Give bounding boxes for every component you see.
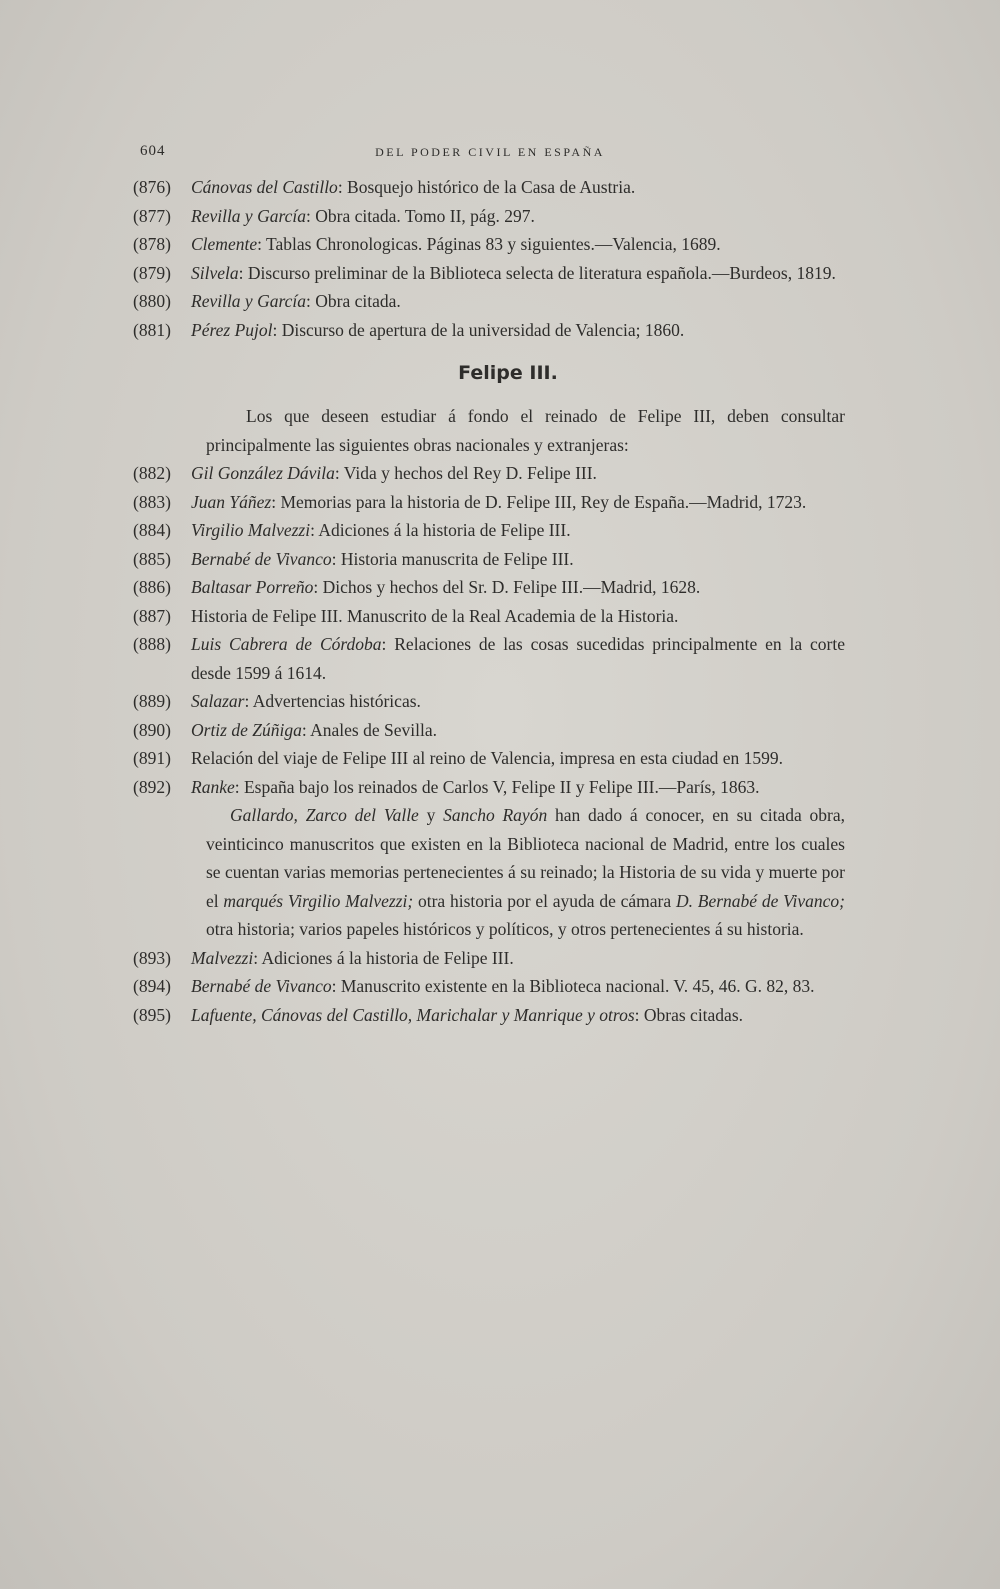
footnote-text	[191, 516, 845, 545]
footnote-reference: : Manuscrito existente en la Biblioteca nacional. V. 45, 46. G. 82, 83.	[331, 976, 815, 996]
footnote-number: (883)	[133, 491, 171, 512]
footnote-entry	[133, 1001, 845, 1030]
footnote-author: Luis Cabrera de Córdoba	[191, 634, 382, 654]
footnote-list-a	[133, 173, 845, 344]
footnote-number: (886)	[133, 577, 171, 597]
footnote-number: (887)	[133, 605, 171, 626]
footnote-reference: : Discurso de apertura de la universidad de Valencia; 1860.	[272, 319, 685, 340]
footnote-reference: : Obra citada. Tomo II, pág. 297.	[306, 205, 535, 226]
footnote-number: (881)	[133, 319, 171, 340]
page-header	[140, 143, 840, 165]
note-text: han dado á conocer, en su citada obra, veinticinco manuscritos que existen en la Biblioteca nacional de Madrid, entre los cuales se cuentan varias memorias pertenecientes á su reinado; la Historia de su vida y muerte por el	[206, 805, 845, 911]
footnote-reference: : Adiciones á la historia de Felipe III.	[310, 520, 571, 540]
footnote-reference: : Tablas Chronologicas. Páginas 83 y siguientes.—Valencia, 1689.	[257, 234, 721, 254]
running-title: DEL PODER CIVIL EN ESPAÑA	[375, 145, 605, 159]
section-intro: Los que deseen estudiar á fondo el reinado de Felipe III, deben consultar principalmente las siguientes obras nacionales y extranjeras:	[206, 406, 845, 455]
section-title: Felipe III.	[458, 362, 558, 384]
footnote-text	[191, 230, 845, 259]
footnote-number: (882)	[133, 463, 171, 483]
footnote-reference: : Relaciones de las cosas sucedidas principalmente en la corte desde 1599 á 1614.	[191, 634, 845, 683]
footnote-number: (890)	[133, 719, 171, 740]
footnote-text	[191, 488, 845, 517]
footnote-entry	[133, 488, 845, 517]
footnote-reference: : Adiciones á la historia de Felipe III.	[253, 947, 514, 968]
footnote-reference: Historia de Felipe III. Manuscrito de la Real Academia de la Historia.	[191, 605, 679, 626]
footnote-author: Lafuente, Cánovas del Castillo, Marichalar y Manrique y otros	[191, 1004, 635, 1025]
footnote-list-c	[133, 944, 845, 1030]
footnote-entry	[133, 230, 845, 259]
footnote-author: Bernabé de Vivanco	[191, 548, 332, 569]
footnote-list-b	[133, 459, 845, 801]
footnote-text	[191, 630, 845, 687]
footnote-author: Pérez Pujol	[191, 319, 273, 340]
footnote-text	[191, 944, 845, 973]
footnote-text	[191, 773, 845, 802]
footnote-number: (877)	[133, 205, 171, 226]
footnote-entry	[133, 202, 845, 231]
footnote-author: Clemente	[191, 234, 258, 254]
footnote-entry	[133, 316, 845, 345]
footnote-author: Revilla y García	[191, 205, 307, 226]
footnote-reference: : Advertencias históricas.	[244, 691, 421, 711]
footnote-text	[191, 259, 845, 288]
footnote-reference: : Dichos y hechos del Sr. D. Felipe III.—Madrid, 1628.	[313, 577, 701, 597]
footnote-author: Revilla y García	[191, 291, 307, 311]
footnote-author: Gil González Dávila	[191, 463, 335, 483]
footnote-author: Salazar	[191, 691, 245, 711]
footnote-reference: : Discurso preliminar de la Biblioteca selecta de literatura española.—Burdeos, 1819.	[238, 262, 836, 283]
footnote-text	[191, 545, 845, 574]
footnote-number: (884)	[133, 520, 171, 540]
footnote-number: (893)	[133, 947, 171, 968]
footnote-entry	[133, 545, 845, 574]
footnote-reference: : Bosquejo histórico de la Casa de Austria.	[337, 177, 636, 197]
footnote-entry	[133, 287, 845, 316]
footnote-reference: : Obras citadas.	[634, 1004, 744, 1025]
footnote-author: Ortiz de Zúñiga	[191, 719, 302, 740]
footnote-number: (892)	[133, 776, 171, 797]
footnote-number: (894)	[133, 976, 171, 996]
footnote-author: Juan Yáñez	[191, 491, 272, 512]
footnote-text	[191, 602, 845, 631]
footnote-text	[191, 972, 845, 1001]
footnote-entry	[133, 602, 845, 631]
footnote-entry	[133, 259, 845, 288]
footnote-entry	[133, 630, 845, 687]
footnote-entry	[133, 744, 845, 773]
footnote-entry	[133, 716, 845, 745]
footnote-reference: : Vida y hechos del Rey D. Felipe III.	[334, 463, 597, 483]
footnote-author: Malvezzi	[191, 947, 254, 968]
footnote-number: (885)	[133, 548, 171, 569]
note-author: Sancho Rayón	[443, 805, 548, 825]
footnote-reference: : Anales de Sevilla.	[301, 719, 437, 740]
footnote-entry	[133, 687, 845, 716]
footnote-reference: : Memorias para la historia de D. Felipe III, Rey de España.—Madrid, 1723.	[271, 491, 807, 512]
page-body	[133, 173, 845, 1029]
footnote-text	[191, 744, 845, 773]
footnote-number: (891)	[133, 748, 171, 768]
footnote-reference: Relación del viaje de Felipe III al reino de Valencia, impresa en esta ciudad en 1599.	[191, 748, 784, 768]
note-author: marqués Virgilio Malvezzi;	[223, 890, 414, 911]
footnote-number: (888)	[133, 634, 171, 654]
footnote-entry	[133, 173, 845, 202]
note-text: y	[418, 805, 444, 825]
footnote-author: Virgilio Malvezzi	[191, 520, 311, 540]
footnote-entry	[133, 944, 845, 973]
note-paragraph	[206, 801, 845, 944]
footnote-text	[191, 716, 845, 745]
footnote-author: Silvela	[191, 262, 239, 283]
footnote-number: (880)	[133, 291, 171, 311]
footnote-author: Baltasar Porreño	[191, 577, 314, 597]
footnote-number: (878)	[133, 234, 171, 254]
footnote-entry	[133, 972, 845, 1001]
page-number: 604	[140, 143, 166, 159]
footnote-entry	[133, 773, 845, 802]
footnote-text	[191, 687, 845, 716]
footnote-text	[191, 173, 845, 202]
footnote-number: (889)	[133, 691, 171, 711]
footnote-text	[191, 1001, 845, 1030]
note-text: otra historia; varios papeles históricos y políticos, y otros pertenecientes á su historia.	[206, 919, 804, 939]
footnote-entry	[133, 459, 845, 488]
note-author: D. Bernabé de Vivanco;	[675, 890, 845, 911]
footnote-text	[191, 316, 845, 345]
footnote-author: Bernabé de Vivanco	[191, 976, 332, 996]
footnote-number: (895)	[133, 1004, 171, 1025]
footnote-reference: : Historia manuscrita de Felipe III.	[331, 548, 574, 569]
footnote-reference: : Obra citada.	[306, 291, 401, 311]
footnote-text	[191, 573, 845, 602]
footnote-number: (876)	[133, 177, 171, 197]
note-author: Gallardo, Zarco del Valle	[230, 805, 419, 825]
footnote-number: (879)	[133, 262, 171, 283]
footnote-text	[191, 459, 845, 488]
footnote-entry	[133, 516, 845, 545]
note-text: otra historia por el ayuda de cámara	[413, 890, 676, 911]
footnote-text	[191, 202, 845, 231]
footnote-text	[191, 287, 845, 316]
footnote-author: Ranke	[191, 776, 235, 797]
footnote-entry	[133, 573, 845, 602]
footnote-reference: : España bajo los reinados de Carlos V, Felipe II y Felipe III.—París, 1863.	[234, 776, 760, 797]
footnote-author: Cánovas del Castillo	[191, 177, 338, 197]
